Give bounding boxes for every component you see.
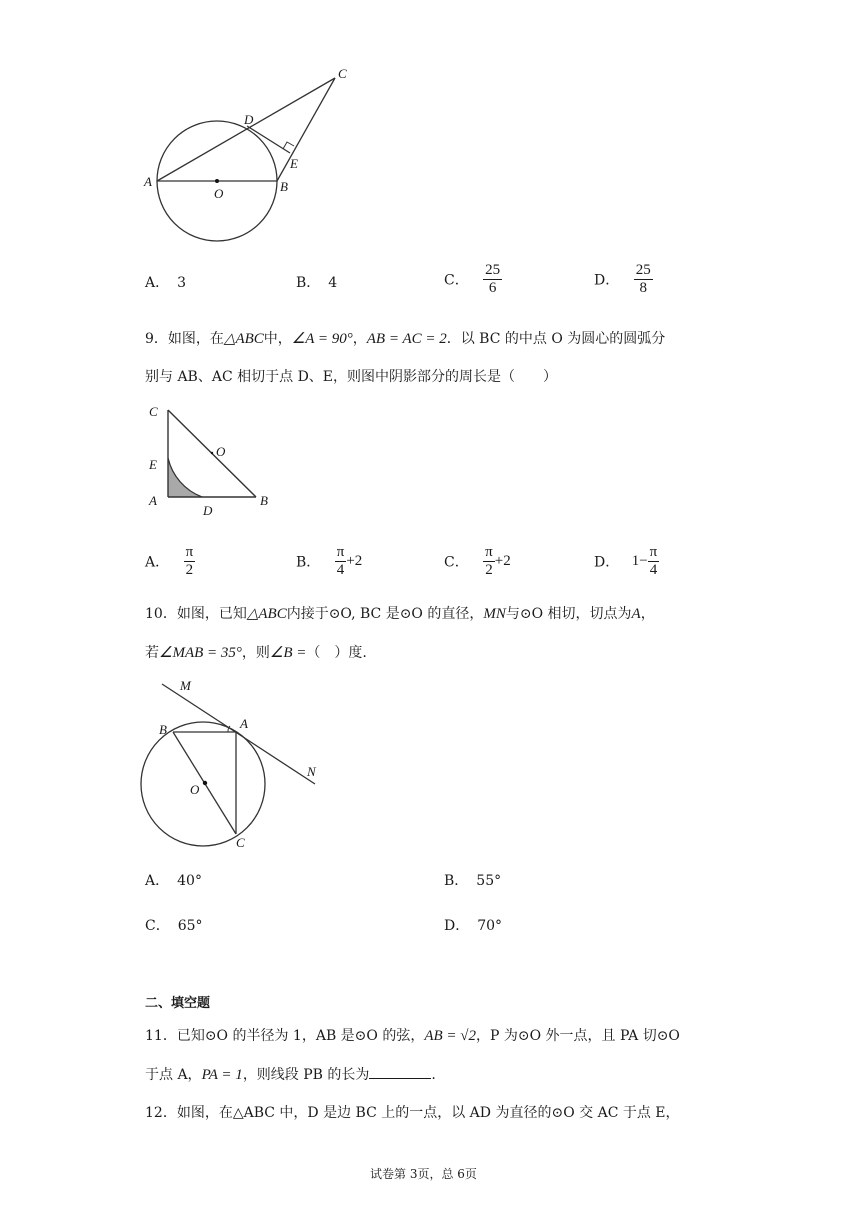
q9-option-b-tail: +2 — [346, 553, 363, 569]
page-footer: 试卷第 3页，总 6页 — [370, 1167, 477, 1181]
q9-label-e: E — [149, 457, 157, 472]
q9-angle: ∠A = 90° — [291, 331, 353, 347]
q10-option-c-value: 65° — [177, 918, 203, 934]
q10-angle-b: ∠B = — [269, 645, 307, 661]
q8-figure — [140, 60, 360, 250]
q9-option-d-head: 1− — [631, 553, 648, 569]
q9-option-a — [145, 544, 195, 579]
q8-label-b: B — [280, 179, 288, 194]
q11-pa-equation: PA = 1 — [201, 1067, 243, 1083]
q11-text-e: . — [431, 1067, 436, 1083]
q9-line-1 — [145, 328, 665, 348]
q9-option-a-numerator: π — [185, 544, 194, 560]
q10-mn: MN — [483, 606, 506, 622]
q9-option-a-denominator: 2 — [185, 562, 194, 578]
q8-option-c-denominator: 6 — [488, 280, 497, 296]
q8-option-c-fraction — [483, 262, 502, 297]
q10-center-dot — [203, 781, 207, 785]
q8-option-b — [296, 272, 337, 292]
q10-label-o: O — [190, 782, 200, 797]
q9-option-a-fraction — [184, 544, 196, 579]
q9-triangle: △ABC — [223, 331, 264, 347]
q9-option-b — [296, 544, 362, 579]
q10-text-d: ， — [640, 606, 655, 622]
q11-text-d: ，则线段 PB 的长为 — [242, 1067, 370, 1083]
q8-option-a-letter: A． — [145, 275, 170, 291]
q9-option-c — [444, 544, 511, 579]
q10-label-c: C — [236, 835, 245, 850]
q9-number: 9． — [145, 331, 168, 347]
q8-right-angle-mark — [283, 142, 294, 149]
q9-option-c-denominator: 2 — [485, 562, 493, 578]
q8-center-dot — [215, 179, 219, 183]
q10-label-n: N — [307, 764, 316, 779]
q10-text-b: 内接于⊙O, BC 是⊙O 的直径， — [286, 606, 484, 622]
q8-label-a: A — [144, 174, 152, 189]
q9-text-a: 如图，在 — [167, 331, 224, 347]
q9-option-b-fraction — [335, 544, 347, 579]
q10-figure — [140, 674, 330, 854]
q10-option-a-value: 40° — [177, 873, 202, 889]
q9-option-b-numerator: π — [336, 544, 345, 560]
q8-option-c-numerator: 25 — [485, 262, 501, 278]
q8-option-b-value: 4 — [328, 275, 338, 291]
q9-option-d — [594, 544, 659, 579]
q8-line-ac — [157, 78, 335, 181]
q9-option-a-letter: A． — [145, 554, 170, 571]
q9-option-d-fraction — [648, 544, 660, 579]
q8-option-d-fraction — [634, 262, 653, 297]
q10-text-f: ，则 — [241, 645, 270, 661]
q11-equation: AB = √2 — [424, 1028, 477, 1044]
q10-line-1 — [145, 603, 655, 623]
q8-option-b-letter: B． — [296, 275, 321, 291]
q10-circle — [141, 722, 265, 846]
q10-number: 10． — [145, 606, 177, 622]
q9-label-b: B — [260, 493, 268, 508]
q10-option-d-letter: D． — [444, 918, 470, 934]
q10-angle: ∠MAB = 35° — [159, 645, 242, 661]
q9-label-c: C — [149, 404, 158, 419]
q9-text-c: ， — [352, 331, 367, 347]
q8-option-a-value: 3 — [177, 275, 187, 291]
q11-answer-blank — [369, 1064, 431, 1079]
q10-text-g: （ ）度. — [306, 645, 367, 661]
q10-option-c — [145, 915, 203, 935]
q8-option-d — [594, 262, 653, 297]
q8-label-d: D — [244, 112, 254, 127]
q11-line-1 — [145, 1025, 680, 1045]
q8-option-c-letter: C． — [444, 272, 469, 289]
q8-label-o: O — [214, 186, 224, 201]
q10-option-b-value: 55° — [476, 873, 502, 889]
q10-option-a-letter: A． — [145, 873, 170, 889]
q9-figure — [140, 400, 280, 520]
q8-option-d-numerator: 25 — [635, 262, 651, 278]
q9-option-d-numerator: π — [649, 544, 658, 560]
q8-label-c: C — [338, 66, 347, 81]
q8-line-bc — [277, 78, 335, 181]
q9-label-d: D — [203, 503, 213, 518]
q10-label-a: A — [240, 716, 248, 731]
q9-equation: AB = AC = 2 — [366, 331, 447, 347]
q12-line-1: 12．如图，在△ABC 中，D 是边 BC 上的一点，以 AD 为直径的⊙O 交 AC 于点 E， — [145, 1105, 680, 1121]
q8-option-d-denominator: 8 — [639, 280, 647, 296]
q10-text-e: 若 — [145, 645, 159, 661]
q10-option-d-value: 70° — [477, 918, 503, 934]
q9-label-o: O — [216, 444, 226, 459]
q9-option-d-letter: D． — [594, 554, 620, 571]
q9-text-d: ．以 BC 的中点 O 为圆心的圆弧分 — [446, 331, 666, 347]
q10-point-a: A — [631, 606, 641, 622]
q9-option-c-fraction — [483, 544, 495, 579]
q10-label-b: B — [159, 722, 167, 737]
q9-option-c-numerator: π — [485, 544, 493, 560]
q10-label-m: M — [180, 678, 191, 693]
q9-shaded-region — [168, 458, 202, 497]
q10-option-b — [444, 870, 501, 890]
q11-text-c: 于点 A， — [145, 1067, 202, 1083]
q9-option-d-denominator: 4 — [649, 562, 658, 578]
q10-option-b-letter: B． — [444, 873, 469, 889]
q9-text-b: 中， — [263, 331, 292, 347]
q10-option-a — [145, 870, 202, 890]
q9-line-2: 别与 AB、AC 相切于点 D、E，则图中阴影部分的周长是（ ） — [145, 369, 558, 385]
q10-tangent-mn — [162, 684, 315, 784]
q11-line-2 — [145, 1064, 436, 1084]
q9-label-a: A — [149, 493, 157, 508]
q11-text-a: 11．已知⊙O 的半径为 1，AB 是⊙O 的弦， — [145, 1028, 425, 1044]
q8-label-e: E — [290, 156, 298, 171]
q9-option-c-tail: +2 — [494, 553, 511, 569]
q10-triangle: △ABC — [246, 606, 287, 622]
q9-center-dot — [211, 452, 213, 454]
q10-text-c: 与⊙O 相切，切点为 — [505, 606, 632, 622]
q9-option-c-letter: C． — [444, 554, 469, 571]
q10-line-2 — [145, 642, 367, 662]
q10-option-c-letter: C． — [145, 918, 170, 934]
q9-option-b-letter: B． — [296, 554, 321, 571]
q8-option-a — [145, 272, 186, 292]
q8-option-c — [444, 262, 502, 297]
q10-option-d — [444, 915, 502, 935]
q8-option-d-letter: D． — [594, 272, 620, 289]
q9-option-b-denominator: 4 — [336, 562, 345, 578]
q10-text-a: 如图，已知 — [176, 606, 247, 622]
q11-text-b: ，P 为⊙O 外一点，且 PA 切⊙O — [476, 1028, 680, 1044]
section-title: 二、填空题 — [145, 996, 211, 1011]
